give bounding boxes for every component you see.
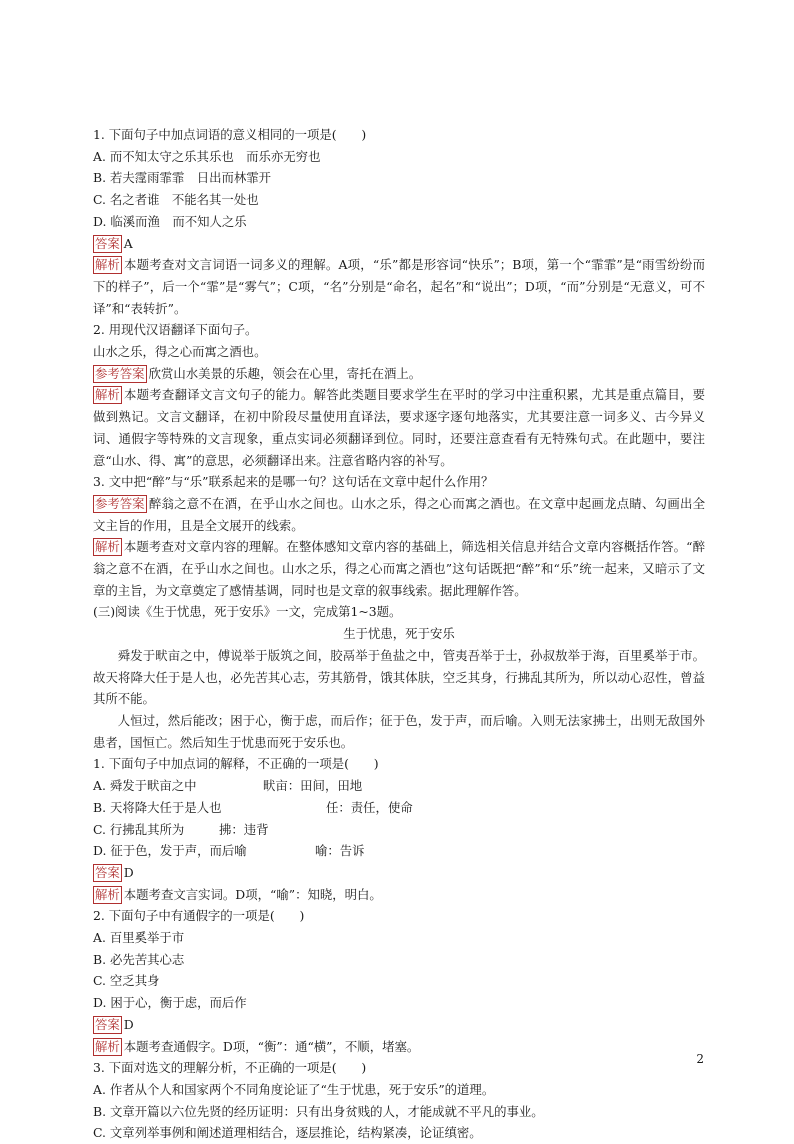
answer-text: D bbox=[123, 864, 134, 880]
analysis-text: 本题考查文言实词。D项，“喻”：知晓，明白。 bbox=[123, 886, 382, 902]
s3q2-analysis bbox=[93, 1036, 705, 1058]
answer-tag: 参考答案 bbox=[95, 365, 145, 381]
analysis-text: 本题考查翻译文言文句子的能力。解答此类题目要求学生在平时的学习中注重积累，尤其是重点篇目，要做到熟记。文言文翻译，在初中阶段尽量使用直译法，要求逐字逐句地落实，尤其要注意一词多义、古今异义词、通假字等特殊的文言现象，重点实词必须翻译到位。同时，还要注意查看有无特殊句式。在此题中，要注意“山水、得、寓”的意思，必须翻译出来。注意省略内容的补写。 bbox=[93, 387, 705, 468]
analysis-text: 本题考查通假字。D项，“衡”：通“横”，不顺，堵塞。 bbox=[123, 1038, 420, 1054]
q1-analysis bbox=[93, 254, 705, 319]
s3q3-option-b: B. 文章开篇以六位先贤的经历证明：只有出身贫贱的人，才能成就不平凡的事业。 bbox=[93, 1103, 544, 1119]
s3q2-option-d: D. 困于心，衡于虑，而后作 bbox=[93, 995, 247, 1011]
q1-option-c: C. 名之者谁 不能名其一处也 bbox=[93, 192, 259, 208]
passage-paragraph-2: 人恒过，然后能改；困于心，衡于虑，而后作；征于色，发于声，而后喻。入则无法家拂士，出则无敌国外患者，国恒亡。然后知生于忧患而死于安乐也。 bbox=[93, 712, 705, 750]
answer-tag: 答案 bbox=[95, 1016, 120, 1032]
answer-tag: 答案 bbox=[95, 864, 120, 880]
s3q3-title: 3. 下面对选文的理解分析，不正确的一项是( ) bbox=[93, 1060, 367, 1076]
answer-tag: 参考答案 bbox=[95, 495, 145, 511]
s3q1-option-a: A. 舜发于畎亩之中 畎亩：田间，田地 bbox=[93, 778, 363, 794]
q1-option-a: A. 而不知太守之乐其乐也 而乐亦无穷也 bbox=[93, 148, 321, 164]
analysis-tag: 解析 bbox=[95, 257, 120, 273]
analysis-tag: 解析 bbox=[95, 387, 120, 403]
analysis-tag: 解析 bbox=[95, 1038, 120, 1054]
analysis-tag: 解析 bbox=[95, 886, 120, 902]
q2-sentence: 山水之乐，得之心而寓之酒也。 bbox=[93, 344, 267, 360]
s3q1-option-c: C. 行拂乱其所为 拂：违背 bbox=[93, 821, 269, 837]
q1-option-b: B. 若夫霪雨霏霏 日出而林霏开 bbox=[93, 170, 272, 186]
q1-title: 1. 下面句子中加点词语的意义相同的一项是( ) bbox=[93, 127, 367, 142]
s3q2-option-a: A. 百里奚举于市 bbox=[93, 930, 185, 946]
answer-text: A bbox=[123, 235, 133, 251]
analysis-text: 本题考查对文章内容的理解。在整体感知文章内容的基础上，筛选相关信息并结合文章内容概括作答。“醉翁之意不在酒，在乎山水之间也。山水之乐，得之心而寓之酒也”这句话既把“醉”和“乐”统一起来，又暗示了文章的主旨，为文章奠定了感情基调，同时也是文章的叙事线索。据此理解作答。 bbox=[93, 539, 705, 598]
passage-paragraph-1: 舜发于畎亩之中，傅说举于版筑之间，胶鬲举于鱼盐之中，管夷吾举于士，孙叔敖举于海，百里奚举于市。故天将降大任于是人也，必先苦其心志，劳其筋骨，饿其体肤，空乏其身，行拂乱其所为，所以动心忍性，曾益其所不能。 bbox=[93, 647, 705, 707]
s3q3-option-c: C. 文章列举事例和阐述道理相结合，逐层推论，结构紧凑，论证缜密。 bbox=[93, 1125, 482, 1141]
s3q1-analysis bbox=[93, 884, 705, 906]
section-heading: (三)阅读《生于忧患，死于安乐》一文，完成第1~3题。 bbox=[93, 604, 402, 620]
s3q2-title: 2. 下面句子中有通假字的一项是( ) bbox=[93, 908, 305, 924]
analysis-tag: 解析 bbox=[95, 539, 120, 555]
s3q1-title: 1. 下面句子中加点词的解释，不正确的一项是( ) bbox=[93, 756, 379, 772]
analysis-text: 本题考查对文言词语一词多义的理解。A项，“乐”都是形容词“快乐”；B项，第一个“霏霏”是“雨雪纷纷而下的样子”，后一个“霏”是“雾气”；C项，“名”分别是“命名，起名”和“说出”；D项，“而”分别是“无意义，可不译”和“表转折”。 bbox=[93, 257, 705, 316]
answer-text: D bbox=[123, 1016, 134, 1032]
answer-text: 醉翁之意不在酒，在乎山水之间也。山水之乐，得之心而寓之酒也。在文章中起画龙点睛、勾画出全文主旨的作用，且是全文展开的线索。 bbox=[93, 495, 705, 533]
q2-analysis bbox=[93, 384, 705, 471]
s3q3-option-a: A. 作者从个人和国家两个不同角度论证了“生于忧患，死于安乐”的道理。 bbox=[93, 1081, 495, 1097]
s3q1-answer bbox=[93, 862, 705, 884]
answer-tag: 答案 bbox=[95, 235, 120, 251]
s3q2-option-c: C. 空乏其身 bbox=[93, 973, 160, 989]
q3-title: 3. 文中把“醉”与“乐”联系起来的是哪一句？这句话在文章中起什么作用？ bbox=[93, 474, 494, 490]
s3q1-option-d: D. 征于色，发于声，而后喻 喻：告诉 bbox=[93, 843, 365, 859]
q1-answer bbox=[93, 233, 705, 255]
s3q1-option-b: B. 天将降大任于是人也 任：责任，使命 bbox=[93, 799, 413, 815]
passage-title: 生于忧患，死于安乐 bbox=[343, 626, 455, 642]
s3q2-option-b: B. 必先苦其心志 bbox=[93, 951, 185, 967]
document-body bbox=[93, 124, 705, 1144]
s3q2-answer bbox=[93, 1014, 705, 1036]
q3-analysis bbox=[93, 536, 705, 601]
answer-text: 欣赏山水美景的乐趣，领会在心里，寄托在酒上。 bbox=[148, 365, 422, 381]
q2-title: 2. 用现代汉语翻译下面句子。 bbox=[93, 322, 258, 338]
page-number: 2 bbox=[696, 1052, 704, 1066]
q1-option-d: D. 临溪而渔 而不知人之乐 bbox=[93, 213, 247, 229]
q2-answer bbox=[93, 363, 705, 385]
q3-answer bbox=[93, 493, 705, 536]
